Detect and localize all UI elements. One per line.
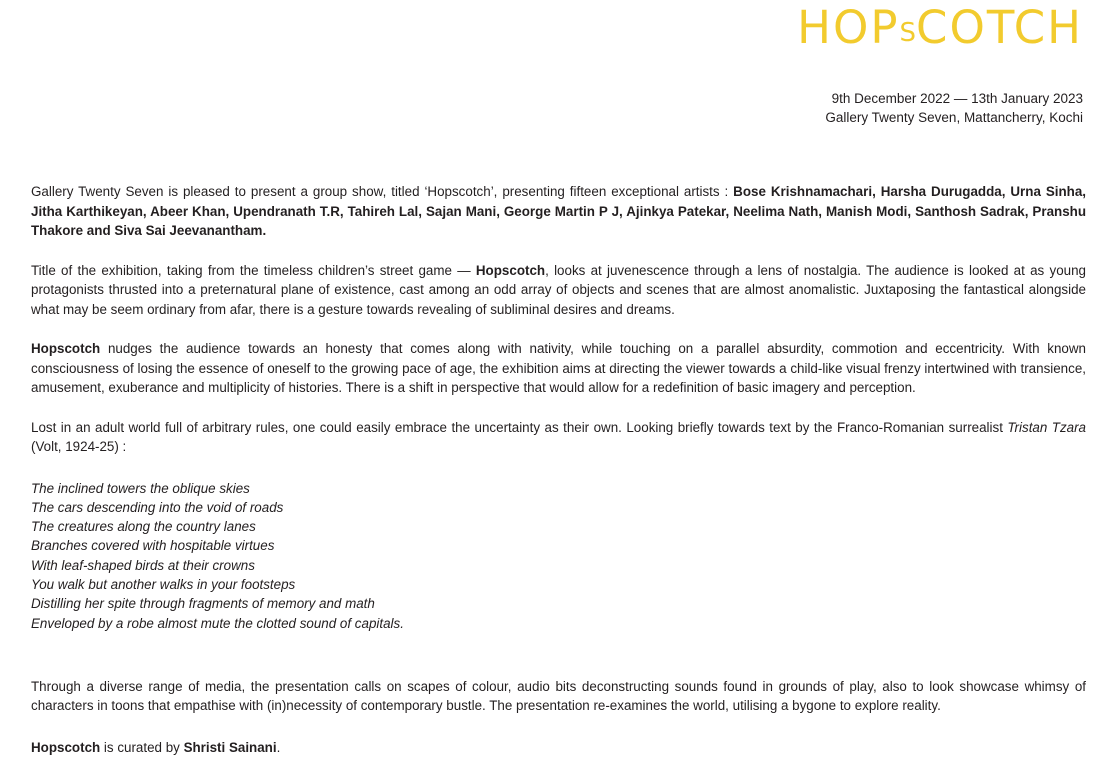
poem-line: With leaf-shaped birds at their crowns <box>31 557 255 573</box>
poem-line: The cars descending into the void of roads <box>31 499 284 515</box>
hopscotch-logo <box>437 0 1083 61</box>
para2-bold-hopscotch: Hopscotch <box>475 262 546 278</box>
paragraph-honesty <box>31 339 1086 398</box>
para2-part1: Title of the exhibition, taking from the timeless children’s street game — <box>31 262 476 278</box>
poem-line: The creatures along the country lanes <box>31 519 256 535</box>
para4-part1: Lost in an adult world full of arbitrary rules, one could easily embrace the uncertainty as their own. Looking briefly towards text by the Franco-Romanian surrealist <box>31 419 1008 435</box>
document-body <box>31 182 1086 757</box>
tristan-tzara-name: Tristan Tzara <box>1007 419 1086 435</box>
poem-line: Enveloped by a robe almost mute the clotted sound of capitals. <box>31 615 404 631</box>
document-header <box>437 0 1097 127</box>
logo-letters-cotch: COTCH <box>916 1 1083 54</box>
intro-lead-text: Gallery Twenty Seven is pleased to present a group show, titled ‘Hopscotch’, presenting fifteen exceptional artists : <box>31 184 734 199</box>
curator-name: Shristi Sainani <box>183 739 277 755</box>
poem-line: Distilling her spite through fragments of memory and math <box>31 596 375 612</box>
exhibition-dates: 9th December 2022 — 13th January 2023 <box>831 91 1083 106</box>
paragraph-intro <box>31 182 1086 241</box>
paragraph-media: Through a diverse range of media, the presentation calls on scapes of colour, audio bits deconstructing sounds found in grounds of play, also to look showcase whimsy of characters in toons that empathise with (in)necessity of contemporary bustle. The presentation re-examines the world, utilising a bygone to explore reality. <box>31 678 1086 714</box>
poem-line: You walk but another walks in your footsteps <box>31 576 296 592</box>
header-meta <box>437 89 1083 127</box>
paragraph-curator <box>31 738 1086 758</box>
paragraph-title-concept <box>31 261 1086 320</box>
poem-line: The inclined towers the oblique skies <box>31 480 250 496</box>
closing-section <box>31 677 1086 758</box>
para6-bold-hopscotch: Hopscotch <box>31 739 101 755</box>
para4-part2: (Volt, 1924-25) : <box>31 439 127 454</box>
para3-bold-hopscotch: Hopscotch <box>31 341 101 356</box>
artist-list: Bose Krishnamachari, Harsha Durugadda, Urna Sinha, Jitha Karthikeyan, Abeer Khan, Upendranath T.R, Tahireh Lal, Sajan Mani, George Martin P J, Ajinkya Patekar, Neelima Nath, Manish Modi, Santhosh Sadrak, Pranshu Thakore and Siva Sai Jeevanantham. <box>31 184 1086 238</box>
para6-part2: . <box>276 739 281 755</box>
poem-block <box>31 479 1086 633</box>
exhibition-venue: Gallery Twenty Seven, Mattancherry, Kochi <box>825 110 1083 125</box>
poem-line: Branches covered with hospitable virtues <box>31 538 275 554</box>
para6-part1: is curated by <box>100 739 184 755</box>
paragraph-tzara-intro <box>31 418 1086 457</box>
para3-part1: nudges the audience towards an honesty that comes along with nativity, while touching on a parallel absurdity, commotion and eccentricity. With known consciousness of losing the essence of oneself to the growing pace of age, the exhibition aims at directing the viewer towards a child-like visual frenzy intertwined with transience, amusement, exuberance and multiplicity of histories. There is a shift in perspective that would allow for a redefinition of basic imagery and perception. <box>31 341 1086 395</box>
logo-letter-h: H <box>797 1 833 54</box>
para2-part2: , looks at juvenescence through a lens of nostalgia. The audience is looked at as young protagonists thrusted into a preternatural plane of existence, cast among an odd array of objects and scenes that are almost anomalistic. Juxtaposing the fantastical alongside what may be seem ordinary from afar, there is a gesture towards revealing of subliminal desires and dreams. <box>31 262 1086 317</box>
logo-letter-s-small: S <box>899 18 917 48</box>
logo-letter-o: O <box>832 1 871 54</box>
logo-letter-p: P <box>870 1 900 54</box>
